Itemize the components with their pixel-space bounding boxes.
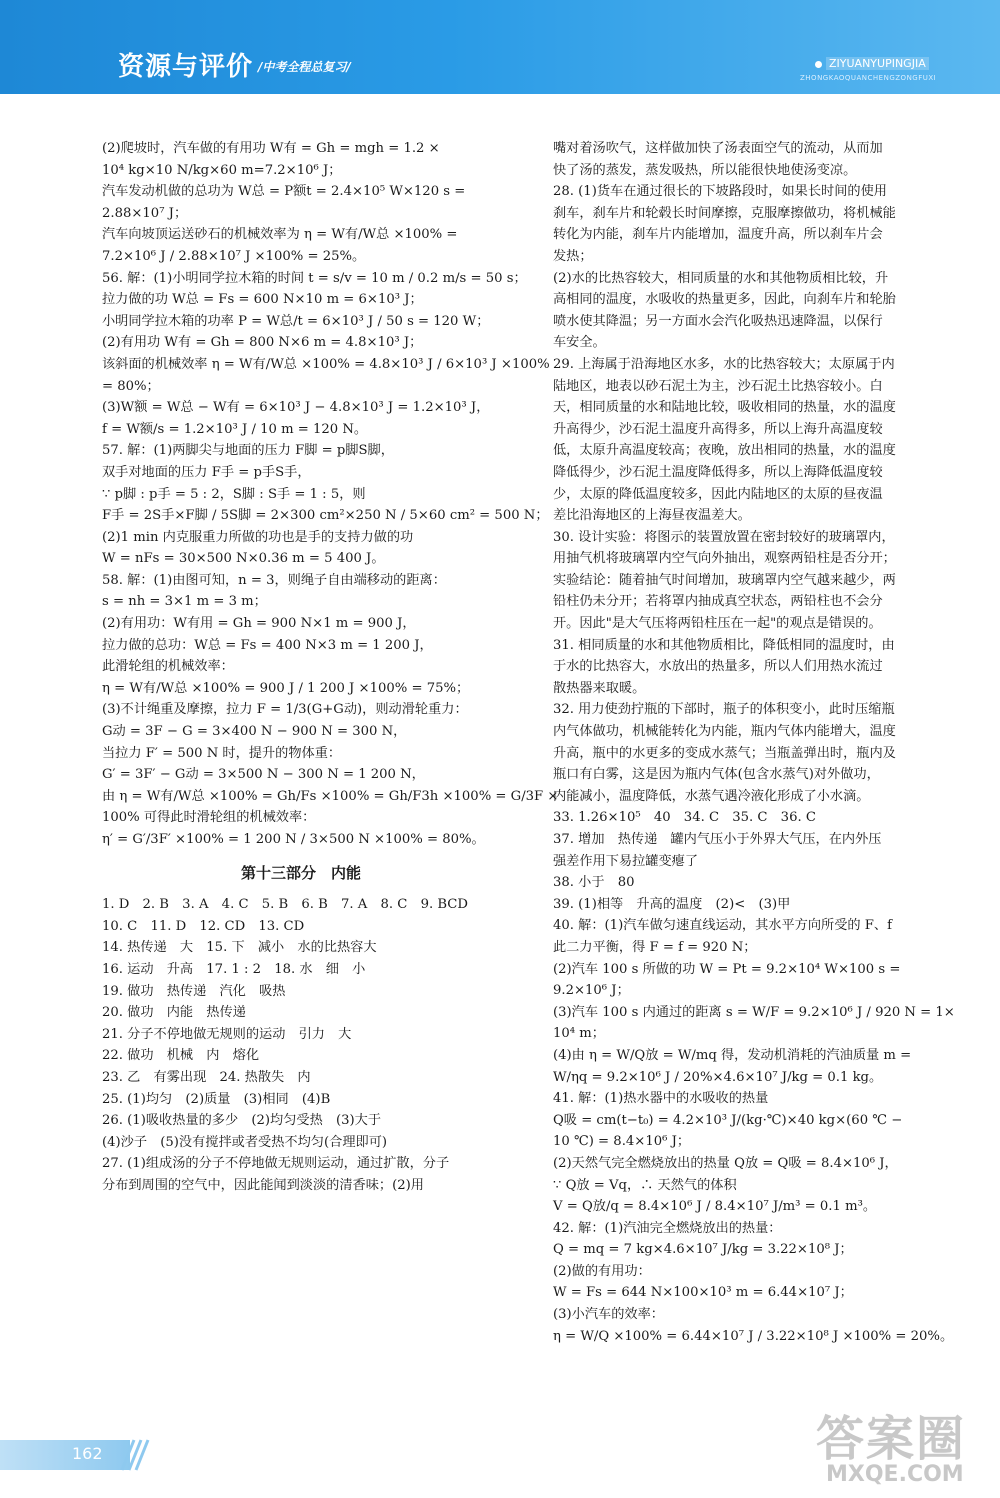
text-line: 当拉力 F′ = 500 N 时，提升的物体重： <box>102 745 342 761</box>
text-line: 23. 乙 有雾出现 24. 热散失 内 <box>102 1069 311 1085</box>
text-line: 58. 解：(1)由图可知，n = 3，则绳子自由端移动的距离： <box>102 572 446 588</box>
book-title: 资源与评价 <box>118 52 254 82</box>
text-line: 16. 运动 升高 17. 1 : 2 18. 水 细 小 <box>102 961 366 977</box>
text-line: 用抽气机将玻璃罩内空气向外抽出，观察两铅柱是否分开； <box>553 551 896 567</box>
text-line: 10. C 11. D 12. CD 13. CD <box>102 918 305 934</box>
text-line: 小明同学拉木箱的功率 P = W总/t = 6×10³ J / 50 s = 120 W； <box>102 313 490 329</box>
book-pinyin: ZIYUANYUPINGJIA <box>826 57 929 70</box>
text-line: 分布到周围的空气中，因此能闻到淡淡的清香味；(2)用 <box>102 1177 424 1193</box>
right-column <box>553 138 955 1347</box>
text-line: 40. 解：(1)汽车做匀速直线运动，其水平方向所受的 F、f <box>553 918 893 934</box>
text-line: (2)做的有用功： <box>553 1263 651 1279</box>
text-line: 升高，瓶中的水更多的变成水蒸气；当瓶盖弹出时，瓶内及 <box>553 745 896 761</box>
text-line: Q = mq = 7 kg×4.6×10⁷ J/kg = 3.22×10⁸ J； <box>553 1242 853 1258</box>
page-number: 162 <box>72 1444 103 1463</box>
left-column <box>102 138 559 1197</box>
text-line: 拉力做的总功：W总 = Fs = 400 N×3 m = 1 200 J， <box>102 637 433 653</box>
text-line: 该斜面的机械效率 η = W有/W总 ×100% = 4.8×10³ J / 6×10³ J ×100% <box>102 356 550 372</box>
text-line: (3)不计绳重及摩擦，拉力 F = 1/3(G+G动)，则动滑轮重力： <box>102 702 468 718</box>
text-line: 37. 增加 热传递 罐内气压小于外界大气压，在内外压 <box>553 832 882 847</box>
text-line: (4)沙子 (5)没有搅拌或者受热不均匀(合理即可) <box>102 1134 388 1150</box>
text-line: (2)有用功：W有用 = Gh = 900 N×1 m = 900 J， <box>102 616 416 632</box>
text-line: 21. 分子不停地做无规则的运动 引力 大 <box>102 1026 352 1042</box>
text-line: (3)小汽车的效率： <box>553 1307 664 1323</box>
text-line: 56. 解：(1)小明同学拉木箱的时间 t = s/v = 10 m / 0.2 m/s = 50 s； <box>102 270 527 286</box>
text-line: 少，太原的降低温度较多，因此内陆地区的太原的昼夜温 <box>553 486 883 502</box>
text-line: (2)水的比热容较大，相同质量的水和其他物质相比较，升 <box>553 270 889 286</box>
text-line: F手 = 2S手×F脚 / 5S脚 = 2×300 cm²×250 N / 5×60 cm² = 500 N； <box>102 508 549 524</box>
text-line: 喷水使其降温；另一方面水会汽化吸热迅速降温，以保行 <box>553 313 883 329</box>
footer-bar <box>0 1440 130 1470</box>
text-line: 42. 解：(1)汽油完全燃烧放出的热量： <box>553 1220 782 1236</box>
text-line: 拉力做的功 W总 = Fs = 600 N×10 m = 6×10³ J； <box>102 292 423 308</box>
text-line: (2)有用功 W有 = Gh = 800 N×6 m = 4.8×10³ J； <box>102 335 423 351</box>
watermark-text: 答案圈 <box>816 1411 967 1467</box>
text-line: (2)汽车 100 s 所做的功 W = Pt = 9.2×10⁴ W×100 s = <box>553 961 901 977</box>
text-line: 高相同的温度，水吸收的热量更多，因此，向刹车片和轮胎 <box>553 292 896 308</box>
text-line: 41. 解：(1)热水器中的水吸收的热量 <box>553 1091 769 1107</box>
page-header <box>0 0 1000 94</box>
text-line: 实验结论：随着抽气时间增加，玻璃罩内空气越来越少，两 <box>553 572 896 588</box>
text-line: f = W额/s = 1.2×10³ J / 10 m = 120 N。 <box>102 421 368 437</box>
text-line: 100% 可得此时滑轮组的机械效率： <box>102 810 316 826</box>
text-line: 20. 做功 内能 热传递 <box>102 1005 246 1021</box>
text-line: 2.88×10⁷ J； <box>102 205 188 221</box>
bullet-dot-icon <box>815 61 822 68</box>
text-line: 陆地区，地表以砂石泥土为主，沙石泥土比热容较小。白 <box>553 378 883 394</box>
text-line: V = Q放/q = 8.4×10⁶ J / 8.4×10⁷ J/m³ = 0.1 m³。 <box>553 1199 877 1215</box>
text-line: 刹车，刹车片和轮毂长时间摩擦，克服摩擦做功，将机械能 <box>553 205 896 221</box>
watermark-url: MXQE.COM <box>826 1462 964 1487</box>
text-line: (3)W额 = W总 − W有 = 6×10³ J − 4.8×10³ J = 1.2×10³ J， <box>102 400 490 416</box>
text-line: (2)1 min 内克服重力所做的功也是手的支持力做的功 <box>102 529 414 545</box>
text-line: W = nFs = 30×500 N×0.36 m = 5 400 J。 <box>102 551 385 567</box>
text-line: 内气体做功，机械能转化为内能，瓶内气体内能增大，温度 <box>553 724 896 740</box>
text-line: η = W有/W总 ×100% = 900 J / 1 200 J ×100% = 75%； <box>102 680 470 696</box>
text-line: 38. 小于 80 <box>553 875 635 891</box>
text-line: (2)爬坡时，汽车做的有用功 W有 = Gh = mgh = 1.2 × <box>102 141 440 156</box>
text-line: = 80%； <box>102 378 160 394</box>
text-line: 9.2×10⁶ J； <box>553 983 630 999</box>
text-line: η = W/Q ×100% = 6.44×10⁷ J / 3.22×10⁸ J ×100% = 20%。 <box>553 1328 954 1344</box>
text-line: 此二力平衡，得 F = f = 920 N； <box>553 939 757 955</box>
text-line: 低，太原升高温度较高；夜晚，放出相同的热量，水的温度 <box>553 443 896 459</box>
text-line: 14. 热传递 大 15. 下 减小 水的比热容大 <box>102 940 377 956</box>
text-line: 强差作用下易拉罐变瘪了 <box>553 853 699 869</box>
text-line: 33. 1.26×10⁵ 40 34. C 35. C 36. C <box>553 810 816 826</box>
text-line: ∵ Q放 = Vq，∴ 天然气的体积 <box>553 1177 737 1193</box>
text-line: 双手对地面的压力 F手 = p手S手， <box>102 464 311 480</box>
text-line: 25. (1)均匀 (2)质量 (3)相同 (4)B <box>102 1091 331 1107</box>
text-line: (4)由 η = W/Q放 = W/mq 得，发动机消耗的汽油质量 m = <box>553 1047 912 1063</box>
text-line: 30. 设计实验：将图示的装置放置在密封较好的玻璃罩内， <box>553 529 895 545</box>
text-line: 升高得少，沙石泥土温度升高得多，所以上海升高温度较 <box>553 421 883 437</box>
text-line: s = nh = 3×1 m = 3 m； <box>102 594 267 610</box>
text-line: 瓶口有白雾，这是因为瓶内气体(包含水蒸气)对外做功， <box>553 767 880 783</box>
text-line: 差比沿海地区的上海昼夜温差大。 <box>553 508 751 524</box>
text-line: 10⁴ kg×10 N/kg×60 m=7.2×10⁶ J； <box>102 162 342 178</box>
footer-stripes-icon <box>120 1440 150 1470</box>
text-line: 29. 上海属于沿海地区水多，水的比热容较大；太原属于内 <box>553 356 895 372</box>
text-line: 22. 做功 机械 内 熔化 <box>102 1048 260 1064</box>
text-line: 57. 解：(1)两脚尖与地面的压力 F脚 = p脚S脚， <box>102 443 394 459</box>
text-line: 10⁴ m； <box>553 1026 605 1042</box>
text-line: 铅柱仍未分开；若将罩内抽成真空状态，两铅柱也不会分 <box>553 594 883 610</box>
text-line: 32. 用力使劲拧瓶的下部时，瓶子的体积变小，此时压缩瓶 <box>553 702 895 718</box>
text-line: G′ = 3F′ − G动 = 3×500 N − 300 N = 1 200 N， <box>102 767 425 783</box>
text-line: 1. D 2. B 3. A 4. C 5. B 6. B 7. A 8. C 9. BCD <box>102 897 468 913</box>
text-line: 天，相同质量的水和陆地比较，吸收相同的热量，水的温度 <box>553 400 896 416</box>
text-line: η′ = G′/3F′ ×100% = 1 200 N / 3×500 N ×100% = 80%。 <box>102 832 485 847</box>
text-line: 28. (1)货车在通过很长的下坡路段时，如果长时间的使用 <box>553 184 887 200</box>
text-line: 19. 做功 热传递 汽化 吸热 <box>102 983 286 999</box>
text-line: 26. (1)吸收热量的多少 (2)均匀受热 (3)大于 <box>102 1113 382 1129</box>
text-line: 汽车发动机做的总功为 W总 = P额t = 2.4×10⁵ W×120 s = <box>102 184 466 200</box>
text-line: W/ηq = 9.2×10⁶ J / 20%×4.6×10⁷ J/kg = 0.1 kg。 <box>553 1069 883 1085</box>
text-line: Q吸 = cm(t−t₀) = 4.2×10³ J/(kg·℃)×40 kg×(60 ℃ − <box>553 1112 903 1128</box>
text-line: 31. 相同质量的水和其他物质相比，降低相同的温度时，由 <box>553 637 895 653</box>
text-line: (3)汽车 100 s 内通过的距离 s = W/F = 9.2×10⁶ J / 920 N = 1× <box>553 1004 955 1020</box>
book-subtitle: /中考全程总复习/ <box>258 60 351 74</box>
text-line: 39. (1)相等 升高的温度 (2)< (3)甲 <box>553 896 791 912</box>
text-line: W = Fs = 644 N×100×10³ m = 6.44×10⁷ J； <box>553 1285 853 1301</box>
text-line: 转化为内能，刹车片内能增加，温度升高，所以刹车片会 <box>553 227 883 243</box>
text-line: 由 η = W有/W总 ×100% = Gh/Fs ×100% = Gh/F3h ×100% = G/3F × <box>102 788 559 804</box>
text-line: 降低得少，沙石泥土温度降低得多，所以上海降低温度较 <box>553 464 883 480</box>
watermark-logo <box>808 1398 988 1490</box>
text-line: 快了汤的蒸发，蒸发吸热，所以能很快地使汤变凉。 <box>553 162 857 178</box>
text-line: 散热器来取暖。 <box>553 680 646 696</box>
text-line: 27. (1)组成汤的分子不停地做无规则运动，通过扩散，分子 <box>102 1156 450 1172</box>
text-line: 7.2×10⁶ J / 2.88×10⁷ J ×100% = 25%。 <box>102 248 366 264</box>
text-line: 车安全。 <box>553 335 606 351</box>
text-line: 汽车向坡顶运送砂石的机械效率为 η = W有/W总 ×100% = <box>102 227 458 243</box>
text-line: 发热； <box>553 248 593 264</box>
section-title: 第十三部分 内能 <box>240 863 361 882</box>
text-line: 此滑轮组的机械效率： <box>102 659 234 675</box>
text-line: (2)天然气完全燃烧放出的热量 Q放 = Q吸 = 8.4×10⁶ J， <box>553 1155 898 1171</box>
text-line: 10 ℃) = 8.4×10⁶ J； <box>553 1134 691 1150</box>
text-line: G动 = 3F − G = 3×400 N − 900 N = 300 N， <box>102 724 407 740</box>
text-line: ∵ p脚 : p手 = 5 : 2，S脚 : S手 = 1 : 5，则 <box>102 486 366 502</box>
text-line: 内能减小，温度降低，水蒸气遇冷液化形成了小水滴。 <box>553 788 870 804</box>
text-line: 开。因此"是大气压将两铅柱压在一起"的观点是错误的。 <box>553 616 882 632</box>
text-line: 于水的比热容大，水放出的热量多，所以人们用热水流过 <box>553 659 883 675</box>
book-pinyin-sub: ZHONGKAOQUANCHENGZONGFUXI <box>800 74 937 82</box>
text-line: 嘴对着汤吹气，这样做加快了汤表面空气的流动，从而加 <box>553 141 883 156</box>
